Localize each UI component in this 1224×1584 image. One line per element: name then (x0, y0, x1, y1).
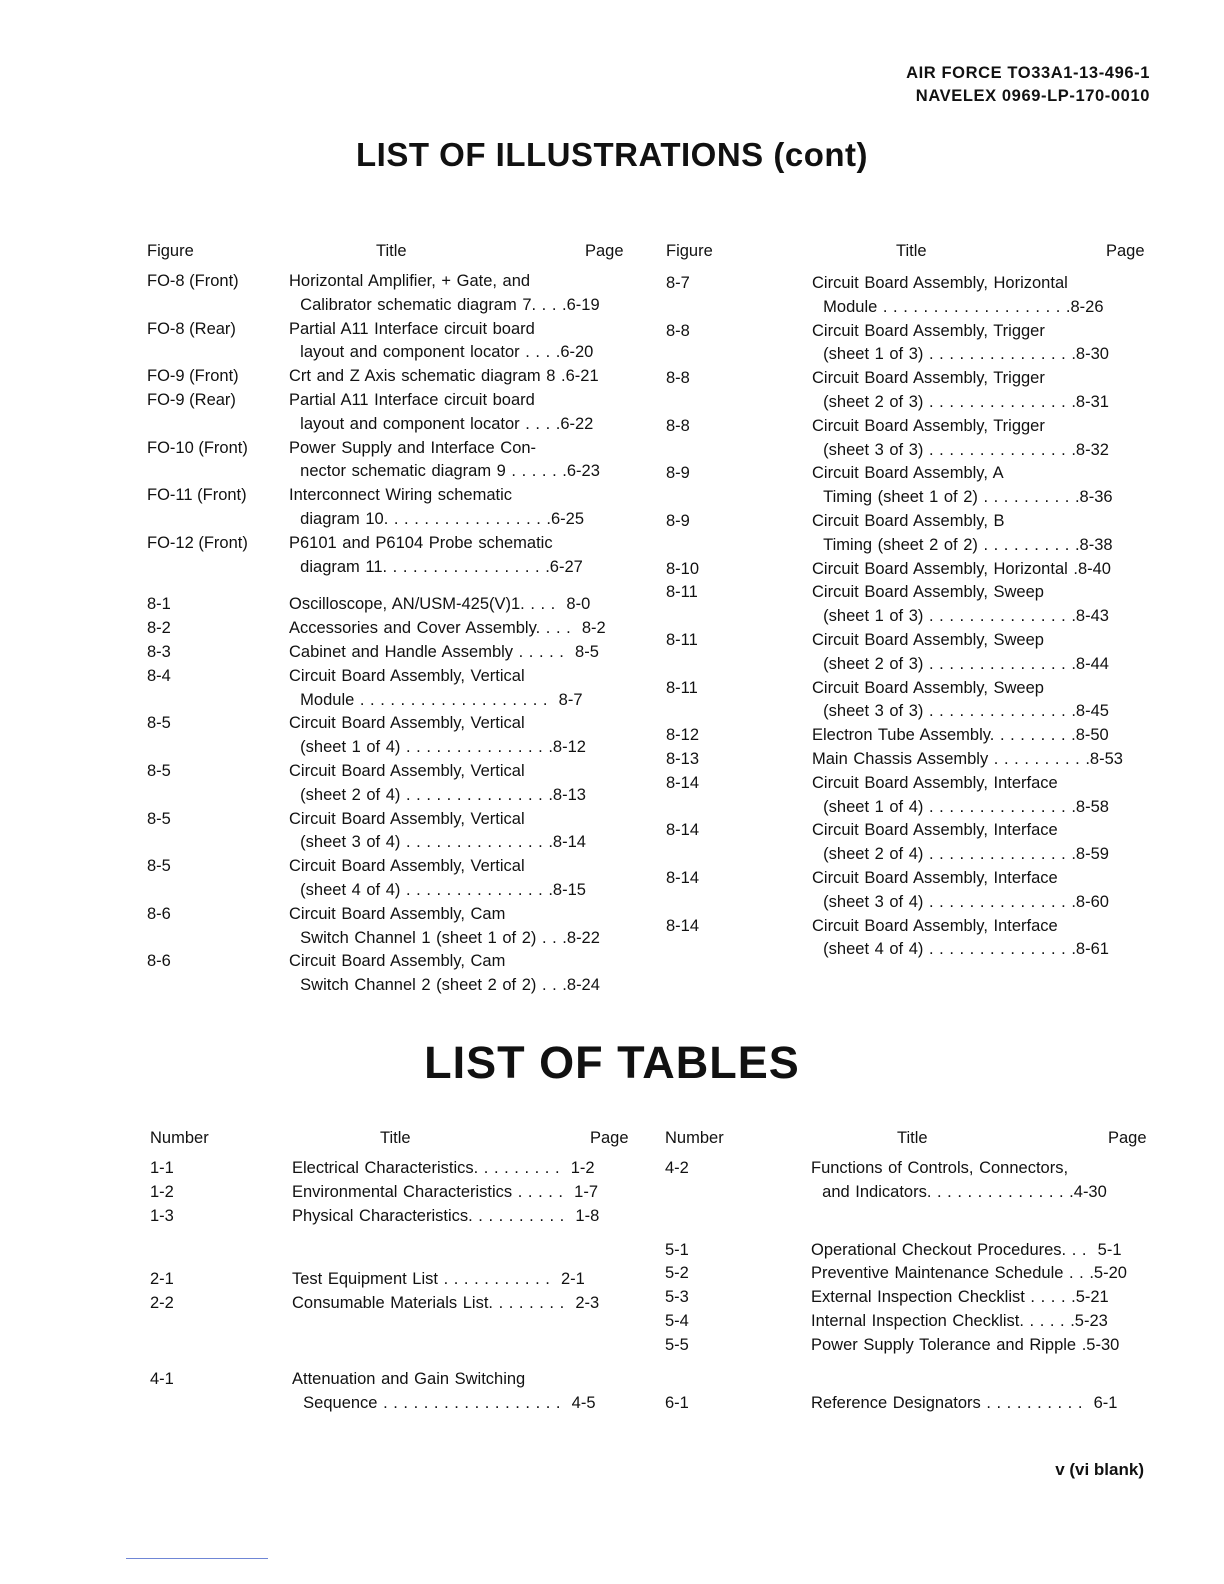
table-number: 1-2 (150, 1182, 174, 1201)
list-item (666, 415, 1148, 463)
figure-number: 8-11 (666, 630, 698, 649)
list-item (666, 748, 1148, 772)
list-item (665, 1286, 1147, 1310)
title-header: Title (896, 242, 927, 260)
figure-title: Circuit Board Assembly, B Timing (sheet 2 of 2) . . . . . . . . . .8-38 (812, 511, 1113, 554)
figure-number: 8-10 (666, 559, 700, 578)
list-item (147, 270, 627, 318)
title-header: Title (380, 1129, 411, 1147)
figure-number: FO-11 (Front) (147, 486, 247, 505)
list-item (147, 855, 627, 903)
title-header: Title (897, 1129, 928, 1147)
table-title: Operational Checkout Procedures. . . 5-1 (811, 1240, 1122, 1259)
list-item (666, 772, 1148, 820)
list-item (666, 629, 1148, 677)
table-number: 4-1 (150, 1369, 174, 1388)
list-item (147, 389, 627, 437)
tables-title: LIST OF TABLES (424, 1037, 800, 1088)
figure-number: FO-8 (Front) (147, 272, 239, 290)
table-number: 5-3 (665, 1288, 689, 1307)
figure-title: Circuit Board Assembly, Vertical (sheet 4 of 4) . . . . . . . . . . . . . . .8-15 (289, 857, 586, 899)
figure-title: Circuit Board Assembly, Horizontal Module . . . . . . . . . . . . . . . . . . .8-26 (812, 274, 1104, 316)
table-number: 1-3 (150, 1206, 174, 1225)
figure-title: Circuit Board Assembly, Cam Switch Channel 2 (sheet 2 of 2) . . .8-24 (289, 952, 600, 995)
list-item (147, 617, 627, 641)
table-number: 6-1 (665, 1393, 689, 1412)
figure-title: Circuit Board Assembly, Interface (sheet 2 of 4) . . . . . . . . . . . . . . .8-59 (812, 821, 1109, 864)
figure-number: 8-9 (666, 511, 690, 530)
list-item (147, 318, 627, 366)
list-item (666, 320, 1148, 368)
figure-number: 8-14 (666, 821, 700, 840)
figure-title: Circuit Board Assembly, Interface (sheet 4 of 4) . . . . . . . . . . . . . . .8-61 (812, 916, 1109, 959)
list-item (147, 950, 627, 998)
figure-title: Electron Tube Assembly. . . . . . . . .8-50 (812, 726, 1109, 745)
figure-number: 8-13 (666, 749, 700, 768)
page-header: Page (590, 1129, 629, 1147)
figure-title: Circuit Board Assembly, Trigger (sheet 3 of 3) . . . . . . . . . . . . . . .8-32 (812, 416, 1109, 459)
figure-number: 8-8 (666, 321, 690, 340)
table-number: 2-2 (150, 1294, 174, 1313)
table-number: 5-5 (665, 1335, 689, 1354)
list-item (147, 593, 627, 617)
figure-number: FO-9 (Rear) (147, 390, 236, 409)
list-item (147, 808, 627, 856)
list-item (665, 1262, 1147, 1286)
divider (126, 1558, 268, 1559)
table-title: Electrical Characteristics. . . . . . . . . 1-2 (292, 1159, 595, 1177)
column-headers (666, 240, 1148, 264)
table-number: 5-2 (665, 1264, 689, 1283)
figure-title: Circuit Board Assembly, Vertical Module . . . . . . . . . . . . . . . . . . . 8-7 (289, 666, 583, 709)
figure-title: Horizontal Amplifier, + Gate, and Calibrator schematic diagram 7. . . .6-19 (289, 272, 600, 314)
list-item (665, 1334, 1147, 1358)
table-number: 2-1 (150, 1270, 174, 1289)
figure-title: Circuit Board Assembly, Vertical (sheet 3 of 4) . . . . . . . . . . . . . . .8-14 (289, 809, 586, 852)
list-item (666, 677, 1148, 725)
list-item (665, 1392, 1147, 1416)
illustrations-title: LIST OF ILLUSTRATIONS (cont) (356, 136, 868, 173)
table-title: Reference Designators . . . . . . . . . . 6-1 (811, 1393, 1118, 1412)
list-item (666, 819, 1148, 867)
figure-title: Crt and Z Axis schematic diagram 8 .6-21 (289, 367, 599, 386)
table-number: 1-1 (150, 1159, 174, 1177)
list-item (150, 1368, 630, 1416)
figure-number: 8-6 (147, 904, 171, 923)
table-title: Attenuation and Gain Switching Sequence . . . . . . . . . . . . . . . . . . 4-5 (292, 1369, 596, 1412)
list-item (150, 1157, 630, 1181)
figure-title: Circuit Board Assembly, Sweep (sheet 1 of 3) . . . . . . . . . . . . . . .8-43 (812, 583, 1109, 626)
page-header: Page (585, 242, 624, 260)
table-title: Internal Inspection Checklist. . . . . .5-23 (811, 1311, 1108, 1330)
list-item (666, 558, 1148, 582)
table-number: 5-4 (665, 1311, 689, 1330)
figure-title: Cabinet and Handle Assembly . . . . . 8-5 (289, 642, 599, 661)
figure-title: Main Chassis Assembly . . . . . . . . . .8-53 (812, 749, 1123, 768)
header-line-2: NAVELEX 0969-LP-170-0010 (915, 87, 1150, 105)
list-item (147, 532, 627, 580)
figure-title: Oscilloscope, AN/USM-425(V)1. . . . 8-0 (289, 595, 591, 614)
figure-number: 8-5 (147, 809, 171, 828)
figure-number: 8-14 (666, 916, 700, 935)
list-item (147, 641, 627, 665)
list-item (150, 1292, 630, 1316)
page-header: Page (1106, 242, 1145, 260)
figure-title: Circuit Board Assembly, Vertical (sheet 2 of 4) . . . . . . . . . . . . . . .8-13 (289, 761, 586, 804)
figure-number: 8-14 (666, 773, 700, 792)
figure-number: 8-5 (147, 761, 171, 780)
list-item (147, 665, 627, 713)
list-item (666, 867, 1148, 915)
figure-title: P6101 and P6104 Probe schematic diagram 11. . . . . . . . . . . . . . . . .6-27 (289, 533, 583, 576)
figure-number: 8-12 (666, 726, 700, 745)
column-headers (147, 240, 627, 264)
header-line-1: AIR FORCE TO33A1-13-496-1 (906, 64, 1150, 82)
figure-title: Circuit Board Assembly, Trigger (sheet 1 of 3) . . . . . . . . . . . . . . .8-30 (812, 321, 1109, 364)
list-item (147, 484, 627, 532)
figure-number: 8-8 (666, 416, 690, 435)
number-header: Number (150, 1129, 209, 1147)
figure-number: 8-7 (666, 274, 690, 292)
figure-number: 8-11 (666, 583, 698, 602)
figure-number: 8-4 (147, 666, 171, 685)
figure-number: 8-11 (666, 678, 698, 697)
table-title: Preventive Maintenance Schedule . . .5-20 (811, 1264, 1127, 1283)
column-headers (665, 1127, 1147, 1151)
document-identifier (906, 62, 1150, 108)
column-headers (150, 1127, 630, 1151)
illustrations-right-column (666, 240, 1148, 962)
list-item (147, 437, 627, 485)
figure-title: Circuit Board Assembly, Sweep (sheet 3 of 3) . . . . . . . . . . . . . . .8-45 (812, 678, 1109, 721)
figure-number: 8-5 (147, 714, 171, 733)
list-item (147, 903, 627, 951)
tables-left-column (150, 1127, 630, 1416)
page-header: Page (1108, 1129, 1147, 1147)
figure-title: Accessories and Cover Assembly. . . . 8-2 (289, 619, 606, 638)
figure-title: Circuit Board Assembly, Vertical (sheet 1 of 4) . . . . . . . . . . . . . . .8-12 (289, 714, 586, 757)
list-item (147, 365, 627, 389)
table-number: 4-2 (665, 1159, 689, 1177)
figure-number: FO-10 (Front) (147, 438, 248, 457)
table-title: Environmental Characteristics . . . . . 1-7 (292, 1182, 599, 1201)
list-item (665, 1157, 1147, 1205)
figure-number: 8-2 (147, 619, 171, 638)
table-title: External Inspection Checklist . . . . .5-21 (811, 1288, 1109, 1307)
figure-title: Circuit Board Assembly, Interface (sheet 3 of 4) . . . . . . . . . . . . . . .8-60 (812, 868, 1109, 911)
figure-number: 8-8 (666, 369, 690, 388)
list-item (666, 581, 1148, 629)
list-item (150, 1268, 630, 1292)
table-title: Test Equipment List . . . . . . . . . . . 2-1 (292, 1270, 585, 1289)
list-item (665, 1239, 1147, 1263)
figure-number: 8-9 (666, 464, 690, 483)
figure-title: Interconnect Wiring schematic diagram 10. . . . . . . . . . . . . . . . .6-25 (289, 486, 585, 528)
list-item (666, 462, 1148, 510)
figure-title: Circuit Board Assembly, Cam Switch Channel 1 (sheet 1 of 2) . . .8-22 (289, 904, 600, 947)
figure-number: FO-8 (Rear) (147, 319, 236, 338)
list-item (666, 272, 1148, 320)
list-item (147, 760, 627, 808)
number-header: Number (665, 1129, 724, 1147)
table-title: Power Supply Tolerance and Ripple .5-30 (811, 1335, 1120, 1354)
figure-title: Circuit Board Assembly, Sweep (sheet 2 of 3) . . . . . . . . . . . . . . .8-44 (812, 630, 1109, 673)
table-title: Physical Characteristics. . . . . . . . . . 1-8 (292, 1206, 600, 1225)
figure-title: Circuit Board Assembly, Interface (sheet 1 of 4) . . . . . . . . . . . . . . .8-58 (812, 773, 1109, 816)
table-number: 5-1 (665, 1240, 689, 1259)
figure-title: Circuit Board Assembly, Horizontal .8-40 (812, 559, 1111, 578)
figure-header: Figure (147, 242, 194, 260)
figure-number: 8-1 (147, 595, 171, 614)
list-item (666, 510, 1148, 558)
list-item (666, 367, 1148, 415)
figure-title: Partial A11 Interface circuit board layout and component locator . . . .6-20 (289, 319, 594, 362)
figure-number: FO-12 (Front) (147, 533, 248, 552)
list-item (150, 1205, 630, 1229)
illustrations-left-column (147, 240, 627, 998)
list-item (666, 724, 1148, 748)
figure-title: Circuit Board Assembly, A Timing (sheet 1 of 2) . . . . . . . . . .8-36 (812, 464, 1113, 507)
figure-title: Circuit Board Assembly, Trigger (sheet 2 of 3) . . . . . . . . . . . . . . .8-31 (812, 369, 1109, 411)
figure-title: Partial A11 Interface circuit board layout and component locator . . . .6-22 (289, 390, 594, 433)
list-item (665, 1310, 1147, 1334)
tables-right-column (665, 1127, 1147, 1415)
figure-number: FO-9 (Front) (147, 367, 239, 386)
figure-header: Figure (666, 242, 713, 260)
page-number: v (vi blank) (1055, 1460, 1144, 1479)
figure-number: 8-14 (666, 868, 700, 887)
list-item (666, 915, 1148, 963)
list-item (147, 712, 627, 760)
table-title: Consumable Materials List. . . . . . . . 2-3 (292, 1294, 600, 1313)
title-header: Title (376, 242, 407, 260)
figure-title: Power Supply and Interface Con- nector schematic diagram 9 . . . . . .6-23 (289, 438, 600, 481)
figure-number: 8-5 (147, 857, 171, 876)
table-title: Functions of Controls, Connectors, and Indicators. . . . . . . . . . . . . . .4-30 (811, 1159, 1107, 1201)
list-item (150, 1181, 630, 1205)
figure-number: 8-3 (147, 642, 171, 661)
figure-number: 8-6 (147, 952, 171, 971)
